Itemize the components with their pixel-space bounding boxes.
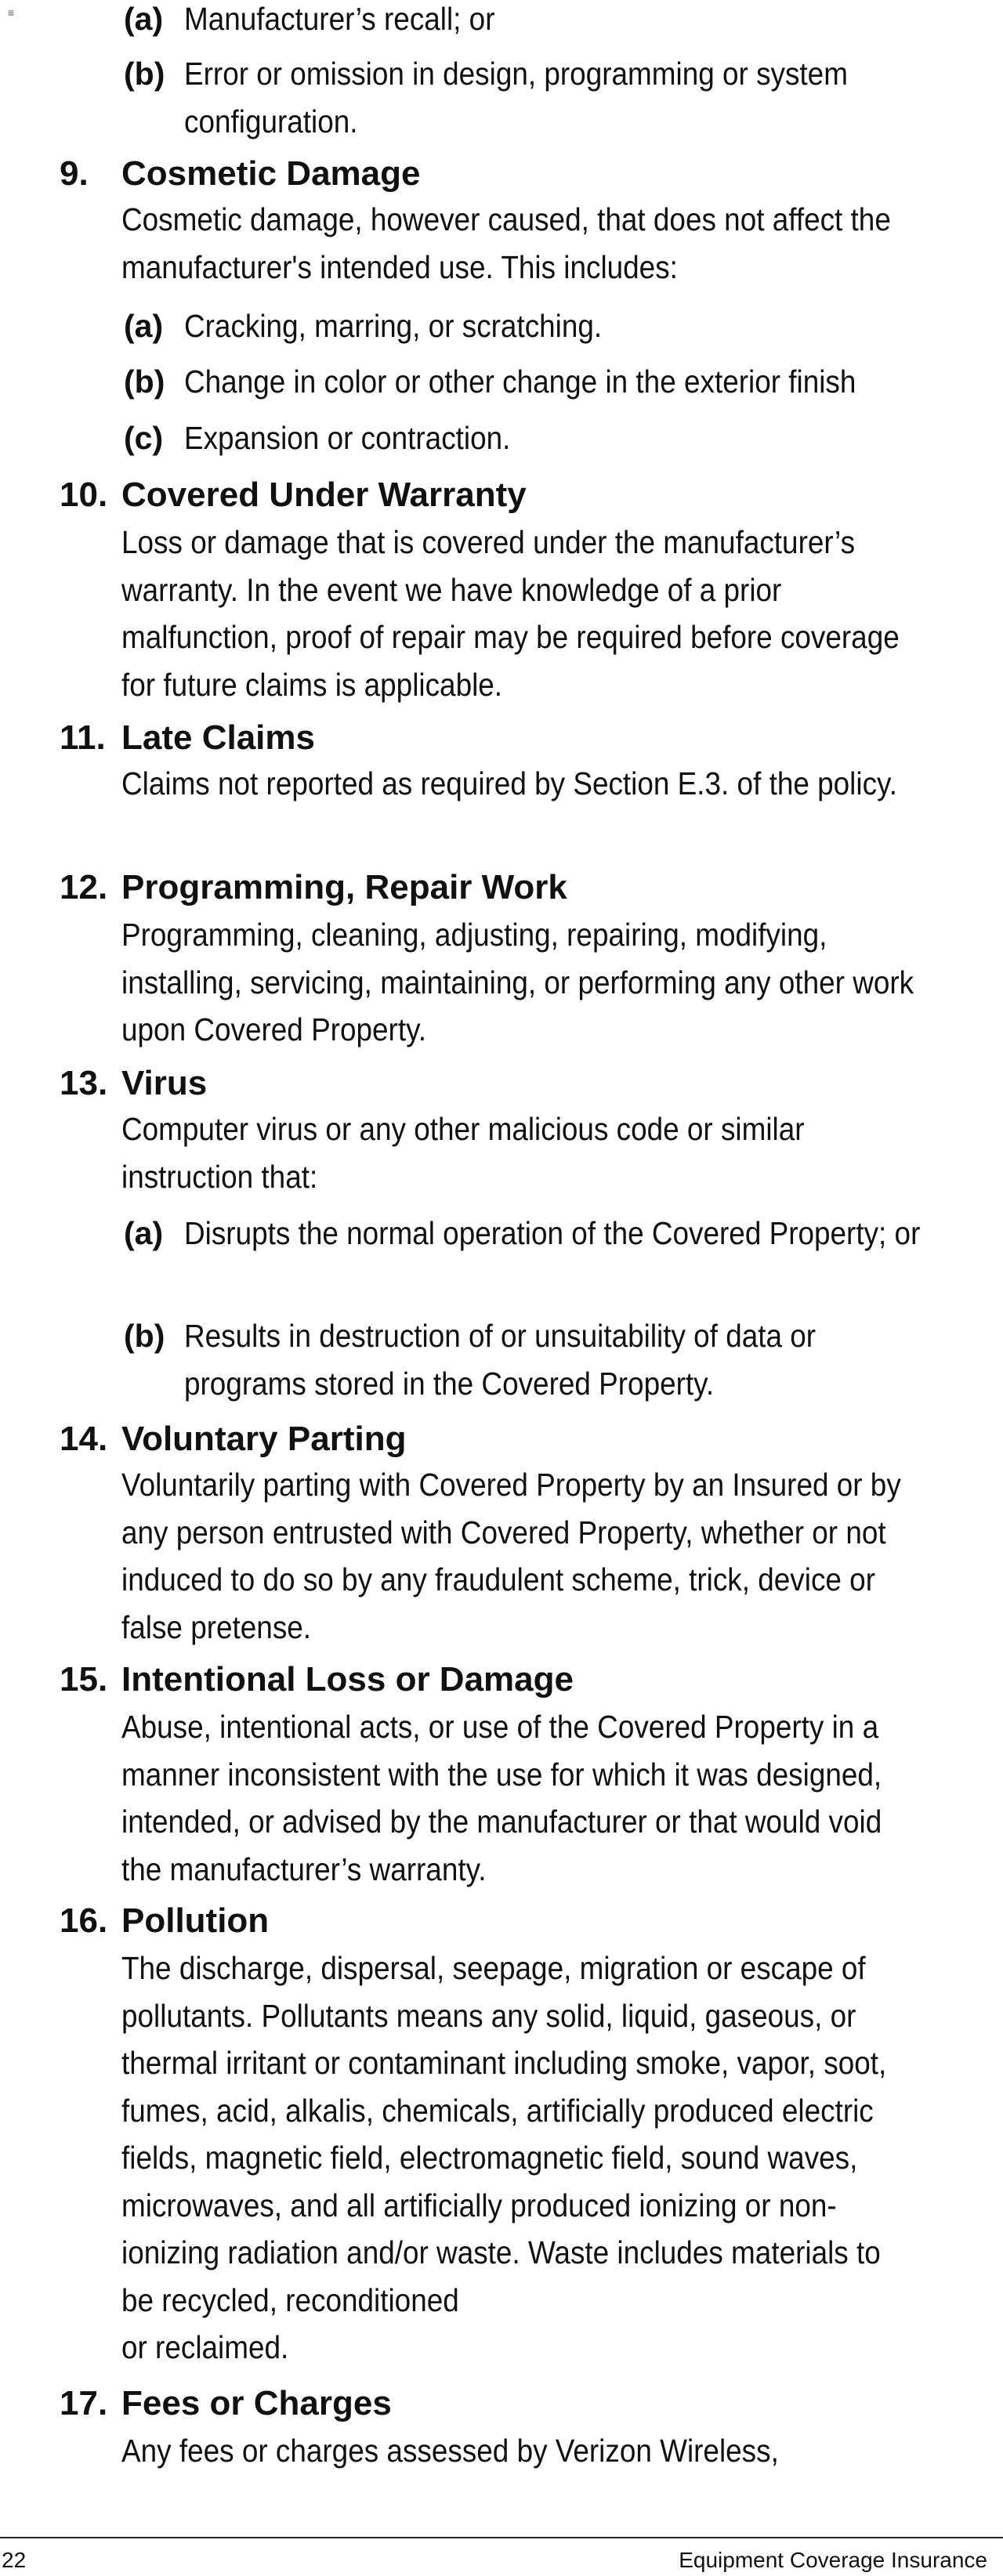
sub-item-label: (a) xyxy=(124,1,164,37)
exclusion-title: Cosmetic Damage xyxy=(121,154,421,193)
exclusion-number: 14. xyxy=(60,1420,108,1458)
sub-item-text: Manufacturer’s recall; or xyxy=(184,1,495,37)
sub-item-label: (b) xyxy=(124,56,165,92)
exclusion-body: Voluntarily parting with Covered Property by an Insured or by any person entrusted with Covered Property, whether or not induced to do so by any fraudulent scheme, trick, device or false pretense. xyxy=(121,1467,901,1645)
footer-divider xyxy=(0,2537,1003,2538)
exclusion-title: Fees or Charges xyxy=(121,2384,392,2422)
exclusion-body: Any fees or charges assessed by Verizon Wireless, xyxy=(121,2433,779,2469)
sub-item-text: Results in destruction of or unsuitability of data or programs stored in the Covered Property. xyxy=(184,1318,817,1402)
exclusion-body-last-line: or reclaimed. xyxy=(121,2329,289,2365)
exclusion-body: The discharge, dispersal, seepage, migration or escape of pollutants. Pollutants means any solid, liquid, gaseous, or thermal irritant or contaminant including smoke, vapor, soot, fumes, acid, alkalis, chemicals, artificially produced electric fields, magnetic field, electromagnetic field, sound waves, microwaves, and all artificially produced ionizing or non-ionizing radiation and/or waste. Waste includes materials to be recycled, reconditioned xyxy=(121,1950,887,2318)
exclusion-title: Pollution xyxy=(121,1901,270,1940)
exclusion-number: 16. xyxy=(60,1901,108,1940)
sub-item-text: Change in color or other change in the exterior finish xyxy=(184,364,856,400)
exclusion-body: Abuse, intentional acts, or use of the Covered Property in a manner inconsistent with the use for which it was designed, intended, or advised by the manufacturer or that would void the manufacturer’s warranty. xyxy=(121,1709,882,1887)
exclusion-body: Computer virus or any other malicious code or similar instruction that: xyxy=(121,1111,805,1195)
sub-item-label: (c) xyxy=(124,420,164,456)
exclusion-number: 13. xyxy=(60,1064,108,1102)
sub-item-label: (a) xyxy=(124,308,164,344)
exclusion-title: Voluntary Parting xyxy=(121,1420,407,1458)
exclusion-title: Virus xyxy=(121,1064,208,1102)
exclusion-body: Loss or damage that is covered under the manufacturer’s warranty. In the event we have knowledge of a prior malfunction, proof of repair may be required before coverage for future claims is applicable. xyxy=(121,524,900,703)
exclusion-title: Intentional Loss or Damage xyxy=(121,1660,574,1699)
exclusion-number: 10. xyxy=(60,476,108,514)
sub-item-text: Expansion or contraction. xyxy=(184,420,511,456)
footer-document-title: Equipment Coverage Insurance xyxy=(679,2548,987,2572)
exclusion-title: Late Claims xyxy=(121,718,315,757)
exclusion-number: 12. xyxy=(60,868,108,906)
exclusion-number: 17. xyxy=(60,2384,108,2422)
page-marker: ≡ xyxy=(8,6,15,19)
sub-item-label: (b) xyxy=(124,364,165,400)
exclusion-title: Covered Under Warranty xyxy=(121,476,527,514)
sub-item-label: (b) xyxy=(124,1318,165,1354)
exclusion-body: Programming, cleaning, adjusting, repairing, modifying, installing, servicing, maintaining, or performing any other work upon Covered Property. xyxy=(121,917,914,1047)
exclusion-number: 15. xyxy=(60,1660,108,1699)
page-number: 22 xyxy=(2,2548,27,2572)
exclusion-body: Cosmetic damage, however caused, that does not affect the manufacturer's intended use. This includes: xyxy=(121,201,891,285)
sub-item-text: Disrupts the normal operation of the Covered Property; or xyxy=(184,1215,921,1251)
exclusion-body: Claims not reported as required by Section E.3. of the policy. xyxy=(121,765,897,801)
sub-item-text: Error or omission in design, programming or system configuration. xyxy=(184,56,848,139)
sub-item-text: Cracking, marring, or scratching. xyxy=(184,308,603,344)
sub-item-label: (a) xyxy=(124,1215,164,1251)
exclusion-number: 9. xyxy=(60,154,89,193)
exclusion-number: 11. xyxy=(60,718,106,757)
exclusion-title: Programming, Repair Work xyxy=(121,868,567,906)
